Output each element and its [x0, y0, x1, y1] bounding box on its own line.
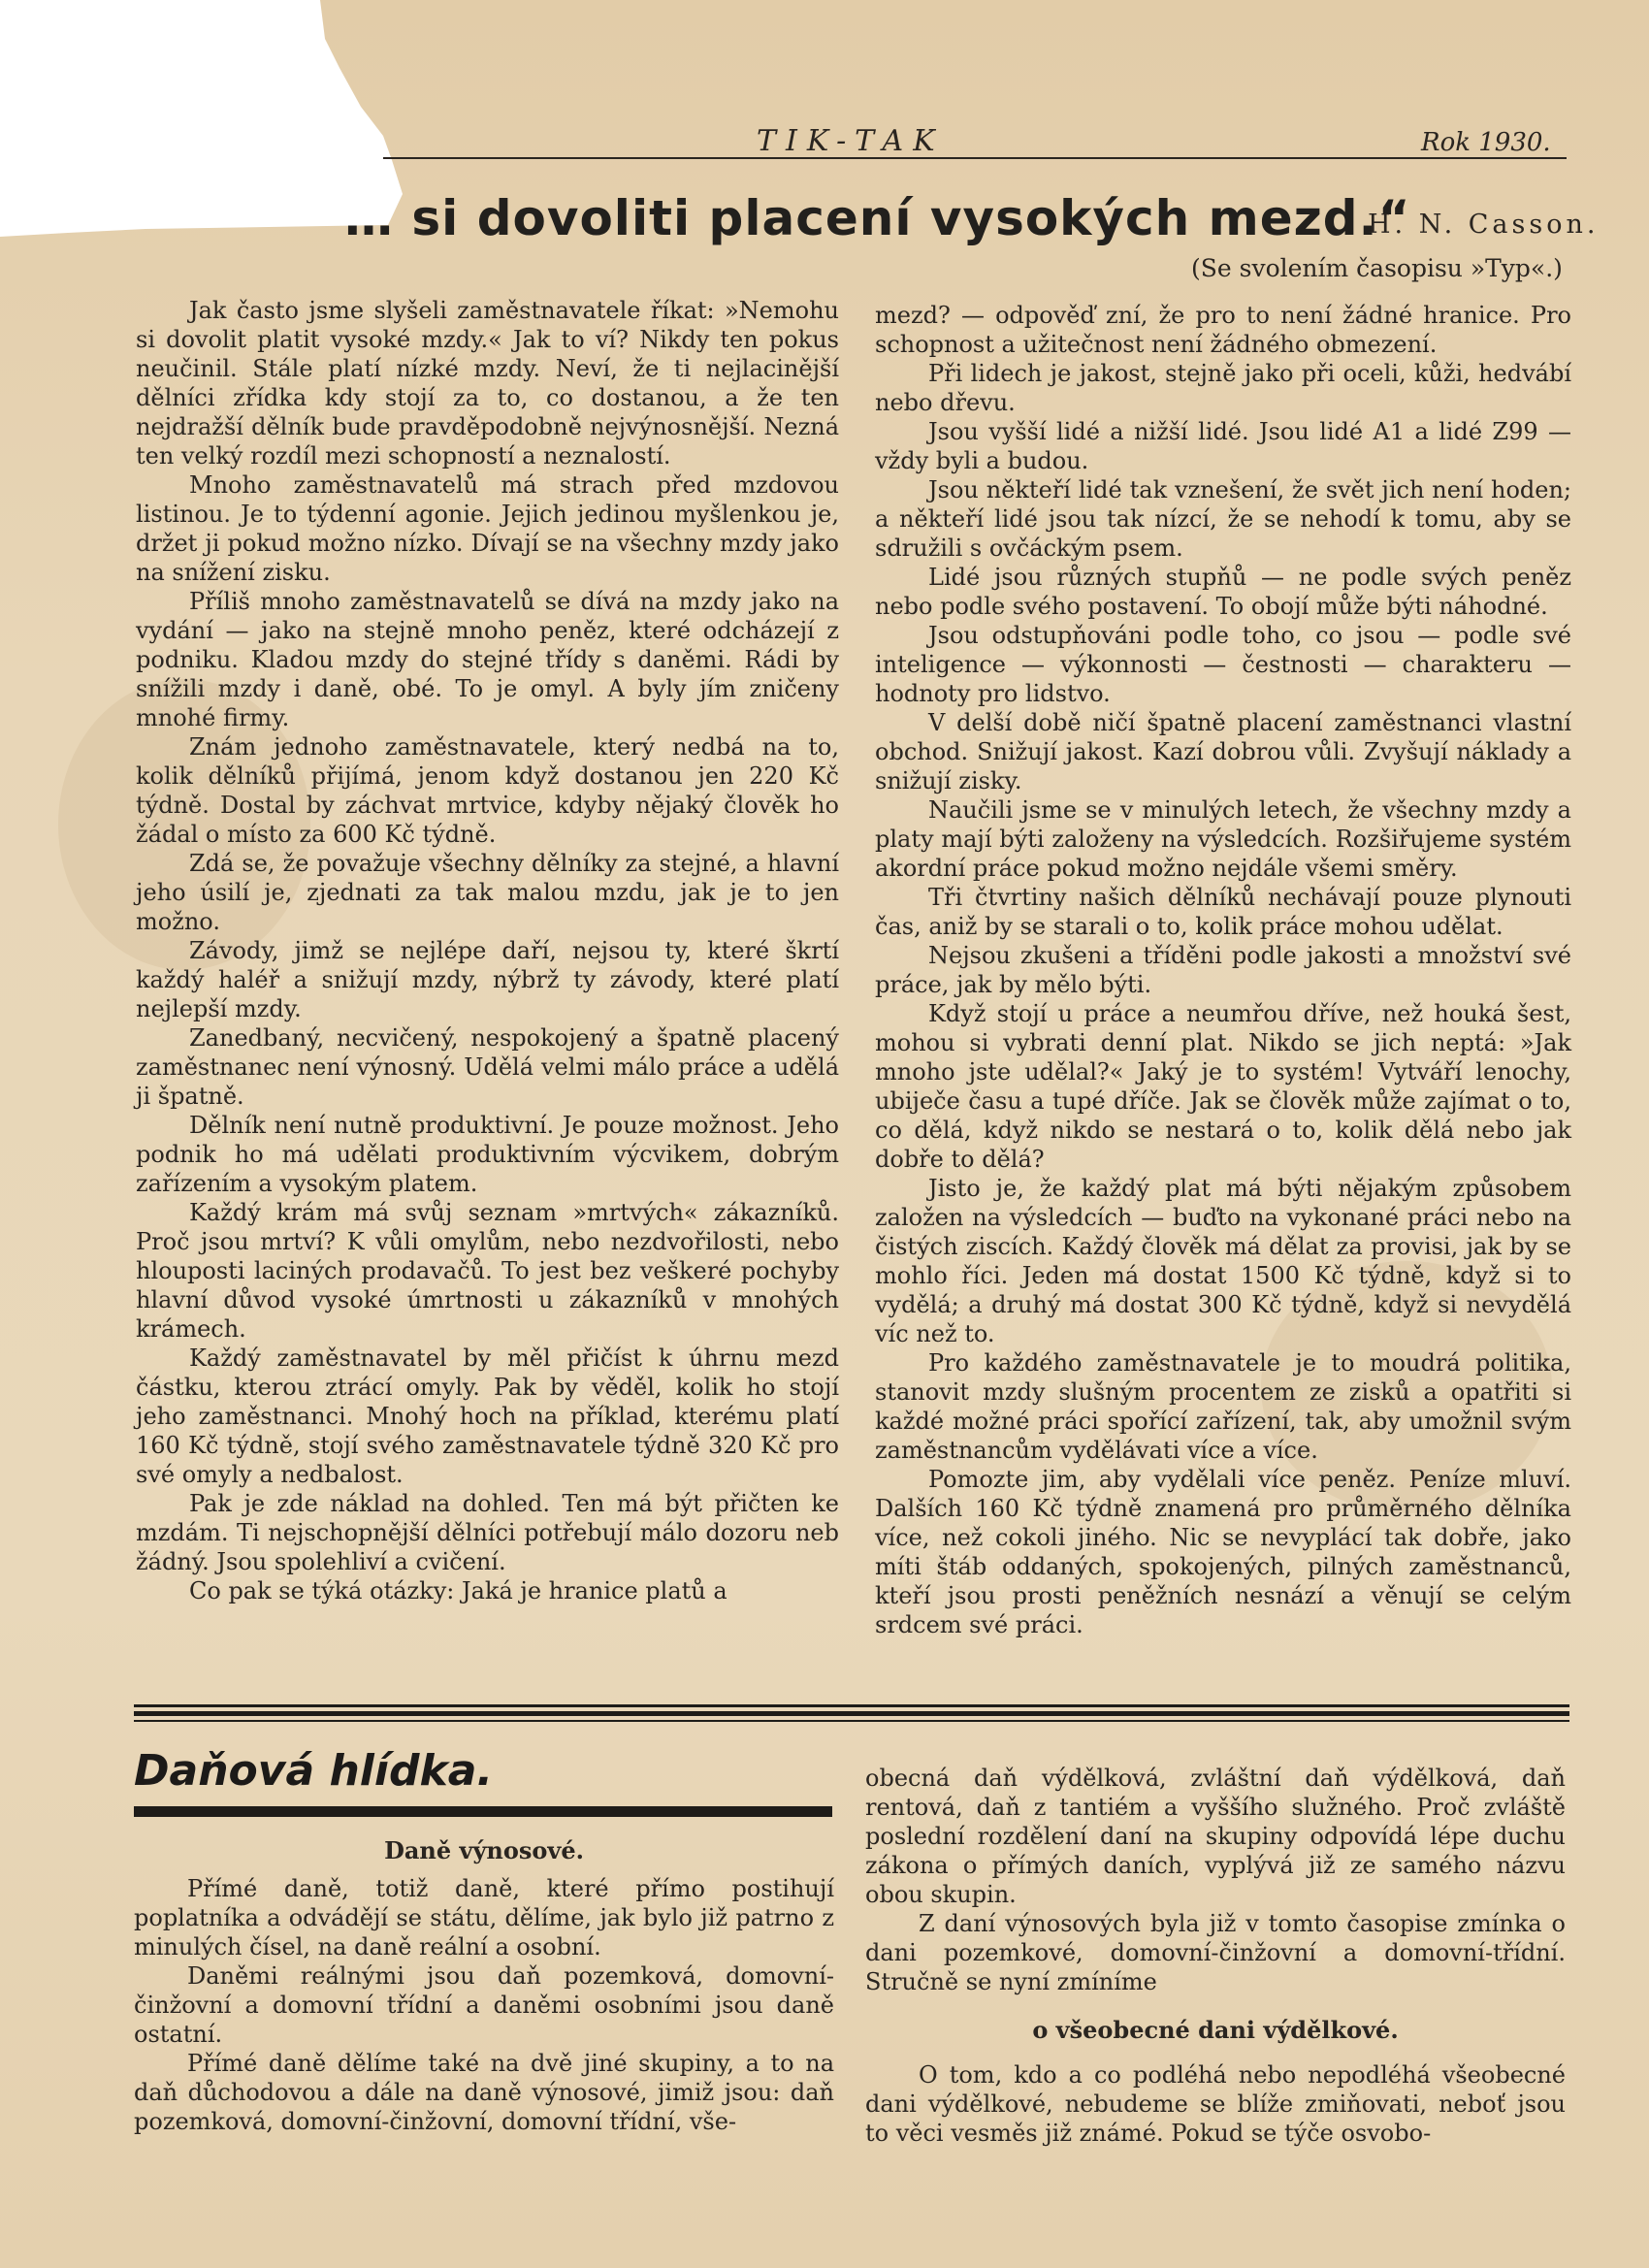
tax-column-right-lower: [865, 2060, 1566, 2148]
tax-column-left: [134, 1874, 834, 2136]
article-column-right: [875, 301, 1571, 1639]
magazine-year: Rok 1930.: [1421, 128, 1551, 157]
article-author: H. N. Casson.: [1368, 210, 1600, 240]
section-title-bar: [134, 1806, 832, 1817]
paragraph: Tři čtvrtiny našich dělníků nechávají pouze plynouti čas, aniž by se starali o to, kolik práce mohou udělat.: [875, 884, 1571, 940]
paragraph-continuation: obecná daň výdělková, zvláštní daň výdělková, daň rentová, daň z tantiém a vyššího služného. Proč zvláště poslední rozdělení daní na skupiny odpovídá lépe duchu zákona o přímých daních, vyplývá již ze samého názvu obou skupin.: [865, 1765, 1566, 1908]
paragraph: Když stojí u práce a neumřou dříve, než houká šest, mohou si vybrati denní plat. Nikdo se jich neptá: »Jak mnoho jste udělal?« Jaký je to systém! Vytváří lenochy, ubiječe času a tupé dříče. Jak se člověk může zajímat o to, co dělá, když nikdo se nestará o to, kolik dělá nebo jak dobře to dělá?: [875, 1000, 1571, 1173]
subheading: Daně výnosové.: [384, 1836, 584, 1864]
paragraph: Mnoho zaměstnavatelů má strach před mzdovou listinou. Je to týdenní agonie. Jejich jedinou myšlenkou je, držet ji pokud možno nízko. Dívají se na všechny mzdy jako na snížení zisku.: [136, 471, 839, 586]
paragraph: Pro každého zaměstnavatele je to moudrá politika, stanovit mzdy slušným procentem ze zisků a opatřiti si každé možné práci spořící zařízení, tak, aby umožnil svým zaměstnancům vydělávati více a více.: [875, 1349, 1571, 1464]
paragraph: Při lidech je jakost, stejně jako při oceli, kůži, hedvábí nebo dřevu.: [875, 360, 1571, 416]
paragraph: Každý zaměstnavatel by měl přičíst k úhrnu mezd částku, kterou ztrácí omyly. Pak by věděl, kolik ho stojí jeho zaměstnanci. Mnohý hoch na příklad, kterému platí 160 Kč týdně, stojí svého zaměstnavatele týdně 320 Kč pro své omyly a nedbalost.: [136, 1345, 839, 1488]
paragraph-continuation: mezd? — odpověď zní, že pro to není žádné hranice. Pro schopnost a užitečnost není žádného obmezení.: [875, 302, 1571, 358]
magazine-title: TIK-TAK: [757, 124, 945, 158]
article-column-left: [136, 296, 839, 1605]
paragraph: Přímé daně dělíme také na dvě jiné skupiny, a to na daň důchodovou a dále na daně výnosové, jimiž jsou: daň pozemková, domovní-činžovní, domovní třídní, vše-: [134, 2050, 834, 2135]
paragraph: Dělník není nutně produktivní. Je pouze možnost. Jeho podnik ho má udělati produktivním výcvikem, dobrým zařízením a vysokým platem.: [136, 1112, 839, 1197]
section-divider: [134, 1711, 1569, 1716]
paragraph: Jisto je, že každý plat má býti nějakým způsobem založen na výsledcích — buďto na vykonané práci nebo na čistých ziscích. Každý člověk má dělat za provisi, jak by se mohlo říci. Jeden má dostat 1500 Kč týdně, když si to vydělá; a druhý má dostat 300 Kč týdně, když si nevydělá víc než to.: [875, 1175, 1571, 1347]
paragraph: Zdá se, že považuje všechny dělníky za stejné, a hlavní jeho úsilí je, zjednati za tak malou mzdu, jak je to jen možno.: [136, 850, 839, 935]
paragraph: Přímé daně, totiž daně, které přímo postihují poplatníka a odvádějí se státu, dělíme, jak bylo již patrno z minulých čísel, na daně reální a osobní.: [134, 1875, 834, 1960]
paragraph: Pak je zde náklad na dohled. Ten má být přičten ke mzdám. Ti nejschopnější dělníci potřebují málo dozoru neb žádný. Jsou spolehliví a cvičení.: [136, 1490, 839, 1575]
header-rule: [383, 157, 1567, 159]
paragraph: Znám jednoho zaměstnavatele, který nedbá na to, kolik dělníků přijímá, jenom když dostanou jen 220 Kč týdně. Dostal by záchvat mrtvice, kdyby nějaký člověk ho žádal o místo za 600 Kč týdně.: [136, 733, 839, 848]
paragraph: Co pak se týká otázky: Jaká je hranice platů a: [189, 1577, 728, 1604]
tax-column-right: [865, 1764, 1566, 1996]
paragraph: Každý krám má svůj seznam »mrtvých« zákazníků. Proč jsou mrtví? K vůli omylům, nebo nezdvořilosti, nebo hlouposti laciných prodavačů. To jest bez veškeré pochyby hlavní důvod vysoké úmrtnosti u zákazníků v mnohých krámech.: [136, 1199, 839, 1343]
paragraph: Jsou vyšší lidé a nižší lidé. Jsou lidé A1 a lidé Z99 — vždy byli a budou.: [875, 418, 1571, 474]
paragraph: Lidé jsou různých stupňů — ne podle svých peněz nebo podle svého postavení. To obojí může býti náhodné.: [875, 564, 1571, 620]
paragraph: Jak často jsme slyšeli zaměstnavatele říkat: »Nemohu si dovolit platit vysoké mzdy.« Jak to ví? Nikdy ten pokus neučinil. Stále platí nízké mzdy. Neví, že ti nejlacinější dělníci zřídka kdy stojí za to, co dostanou, a že ten nejdražší dělník bude pravděpodobně nejvýnosnější. Nezná ten velký rozdíl mezi schopností a neznalostí.: [136, 297, 839, 470]
article-title: … si dovoliti placení vysokých mezd.“: [344, 190, 1411, 246]
paragraph: O tom, kdo a co podléhá nebo nepodléhá všeobecné dani výdělkové, nebudeme se blíže zmiňovati, neboť jsou to věci vesměs již známé. Pokud se týče osvobo-: [865, 2061, 1566, 2147]
paragraph: Z daní výnosových byla již v tomto časopise zmínka o dani pozemkové, domovní-činžovní a domovní-třídní. Stručně se nyní zmíníme: [865, 1910, 1566, 1995]
paragraph: Příliš mnoho zaměstnavatelů se dívá na mzdy jako na vydání — jako na stejně mnoho peněz, které odcházejí z podniku. Kladou mzdy do stejné třídy s daněmi. Rádi by snížili mzdy i daně, obé. To je omyl. A byly jím zničeny mnohé firmy.: [136, 588, 839, 731]
paragraph: V delší době ničí špatně placení zaměstnanci vlastní obchod. Snižují jakost. Kazí dobrou vůli. Zvyšují náklady a snižují zisky.: [875, 709, 1571, 794]
paragraph: Daněmi reálnými jsou daň pozemková, domovní-činžovní a domovní třídní a daněmi osobními jsou daně ostatní.: [134, 1962, 834, 2048]
subheading: o všeobecné dani výdělkové.: [1032, 2016, 1399, 2044]
paragraph: Pomozte jim, aby vydělali více peněz. Peníze mluví. Dalších 160 Kč týdně znamená pro průměrného dělníka více, než cokoli jiného. Nic se nevyplácí tak dobře, jako míti štáb oddaných, spokojených, pilných zaměstnanců, kteří jsou prosti peněžních nesnází a věnují se celým srdcem své práci.: [875, 1466, 1571, 1638]
section-divider: [134, 1720, 1569, 1722]
section-title: Daňová hlídka.: [134, 1746, 494, 1796]
paragraph: Jsou někteří lidé tak vznešení, že svět jich není hoden; a někteří lidé jsou tak nízcí, že se nehodí k tomu, aby se sdružili s ovčáckým psem.: [875, 476, 1571, 562]
article-source: (Se svolením časopisu »Typ«.): [1191, 254, 1563, 282]
section-divider: [134, 1704, 1569, 1707]
paragraph: Naučili jsme se v minulých letech, že všechny mzdy a platy mají býti založeny na výsledcích. Rozšiřujeme systém akordní práce pokud možno nejdále všemi směry.: [875, 796, 1571, 882]
paragraph: Nejsou zkušeni a tříděni podle jakosti a množství své práce, jak by mělo býti.: [875, 942, 1571, 998]
paragraph: Zanedbaný, necvičený, nespokojený a špatně placený zaměstnanec není výnosný. Udělá velmi málo práce a udělá ji špatně.: [136, 1024, 839, 1110]
paragraph: Závody, jimž se nejlépe daří, nejsou ty, které škrtí každý haléř a snižují mzdy, nýbrž ty závody, které platí nejlepší mzdy.: [136, 937, 839, 1022]
paragraph: Jsou odstupňováni podle toho, co jsou — podle své inteligence — výkonnosti — čestnosti — charakteru — hodnoty pro lidstvo.: [875, 622, 1571, 707]
